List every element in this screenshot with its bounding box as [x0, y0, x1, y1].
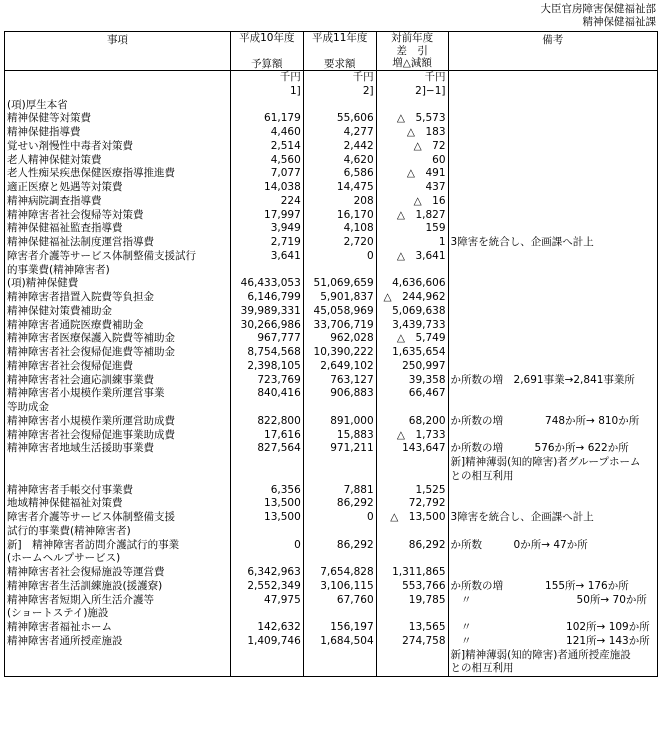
row-remarks: か所数の増 748か所→ 810か所 [448, 415, 657, 429]
row-h11-value: 86,292 [303, 497, 376, 511]
row-diff-value: △ 1,827 [376, 209, 448, 223]
row-h11-value: 4,277 [303, 126, 376, 140]
table-row [5, 470, 658, 484]
department-name: 大臣官房障害保健福祉部 [540, 3, 656, 15]
table-row [5, 346, 658, 360]
header-h10-label: 予算額 [251, 57, 283, 70]
row-remarks: 〃 50所→ 70か所 [448, 594, 657, 608]
row-item: 精神障害者通院医療費補助金 [5, 319, 231, 333]
row-item [5, 470, 231, 484]
row-item: 地域精神保健福祉対策費 [5, 497, 231, 511]
header-remarks: 備考 [448, 32, 657, 71]
row-diff-value: 4,636,606 [376, 277, 448, 291]
row-h10-value: 47,975 [230, 594, 303, 608]
row-h10-value: 967,777 [230, 332, 303, 346]
row-h10-value [230, 470, 303, 484]
row-h11-value [303, 401, 376, 415]
row-diff-value: 66,467 [376, 387, 448, 401]
table-row [5, 525, 658, 539]
unit-diff: 千円 [424, 71, 446, 83]
row-item: 新] 精神障害者訪問介護試行的事業 [5, 539, 231, 553]
row-h11-value: 208 [303, 195, 376, 209]
page-header [541, 3, 657, 29]
header-item: 事項 [5, 32, 231, 71]
row-h10-value: 224 [230, 195, 303, 209]
row-remarks [448, 195, 657, 209]
table-header-row [5, 32, 658, 71]
table-row [5, 154, 658, 168]
table-row [5, 635, 658, 649]
row-item: 的事業費(精神障害者) [5, 264, 231, 278]
row-diff-value [376, 649, 448, 663]
table-row [5, 442, 658, 456]
table-row [5, 387, 658, 401]
row-h10-value: 822,800 [230, 415, 303, 429]
row-h11-value: 6,586 [303, 167, 376, 181]
table-row [5, 497, 658, 511]
row-item: 老人性痴呆疾患保健医療指導推進費 [5, 167, 231, 181]
row-item: 精神障害者小規模作業所運営事業 [5, 387, 231, 401]
row-item: (項)厚生本省 [5, 99, 231, 113]
table-row [5, 319, 658, 333]
row-h11-value: 7,654,828 [303, 566, 376, 580]
unit-diff-ref: 2]−1] [415, 84, 446, 97]
row-remarks: 3障害を統合し、企画課へ計上 [448, 236, 657, 250]
row-remarks [448, 277, 657, 291]
row-remarks [448, 126, 657, 140]
row-remarks [448, 332, 657, 346]
table-row [5, 662, 658, 676]
table-row [5, 99, 658, 113]
row-item: 精神障害者小規模作業所運営助成費 [5, 415, 231, 429]
row-item: 精神障害者社会復帰施設等運営費 [5, 566, 231, 580]
row-diff-value: 13,565 [376, 621, 448, 635]
table-row [5, 195, 658, 209]
row-item: 精神保健指導費 [5, 126, 231, 140]
row-h11-value: 0 [303, 250, 376, 264]
row-item: (項)精神保健費 [5, 277, 231, 291]
row-h11-value: 4,620 [303, 154, 376, 168]
row-h11-value: 86,292 [303, 539, 376, 553]
row-remarks [448, 112, 657, 126]
header-diff [376, 32, 448, 71]
row-item: 精神保健対策費補助金 [5, 305, 231, 319]
row-h10-value: 17,997 [230, 209, 303, 223]
row-diff-value [376, 470, 448, 484]
row-h11-value: 156,197 [303, 621, 376, 635]
row-remarks [448, 401, 657, 415]
row-diff-value: 250,997 [376, 360, 448, 374]
row-diff-value: △ 5,749 [376, 332, 448, 346]
row-h10-value: 2,552,349 [230, 580, 303, 594]
row-h11-value [303, 456, 376, 470]
row-h11-value: 971,211 [303, 442, 376, 456]
row-diff-value: 1,525 [376, 484, 448, 498]
table-row [5, 222, 658, 236]
row-item [5, 662, 231, 676]
table-row [5, 332, 658, 346]
row-remarks: か所数の増 2,691事業→2,841事業所 [448, 374, 657, 388]
row-remarks [448, 319, 657, 333]
row-h11-value: 2,442 [303, 140, 376, 154]
unit-h10: 千円 [279, 71, 301, 83]
row-h11-value [303, 552, 376, 566]
row-diff-value [376, 264, 448, 278]
row-h10-value: 0 [230, 539, 303, 553]
row-diff-value [376, 662, 448, 676]
table-row [5, 429, 658, 443]
row-h10-value: 142,632 [230, 621, 303, 635]
row-h11-value: 2,649,102 [303, 360, 376, 374]
row-item: 等助成金 [5, 401, 231, 415]
row-item: 精神障害者社会復帰促進費 [5, 360, 231, 374]
table-row [5, 291, 658, 305]
row-remarks: か所数の増 155所→ 176か所 [448, 580, 657, 594]
row-diff-value: △ 13,500 [376, 511, 448, 525]
row-h11-value: 1,684,504 [303, 635, 376, 649]
row-item: 精神障害者社会復帰促進費等補助金 [5, 346, 231, 360]
row-remarks [448, 566, 657, 580]
row-item: 精神障害者手帳交付事業費 [5, 484, 231, 498]
row-h10-value: 46,433,053 [230, 277, 303, 291]
row-h10-value [230, 456, 303, 470]
row-h11-value: 16,170 [303, 209, 376, 223]
row-h11-value [303, 662, 376, 676]
row-diff-value: 72,792 [376, 497, 448, 511]
table-row [5, 621, 658, 635]
row-remarks [448, 167, 657, 181]
row-diff-value [376, 99, 448, 113]
row-diff-value: 159 [376, 222, 448, 236]
row-item: 精神障害者生活訓練施設(援護寮) [5, 580, 231, 594]
table-row [5, 552, 658, 566]
row-diff-value: △ 244,962 [376, 291, 448, 305]
row-item: 精神病院調査指導費 [5, 195, 231, 209]
row-h11-value: 51,069,659 [303, 277, 376, 291]
table-row [5, 167, 658, 181]
row-h10-value: 840,416 [230, 387, 303, 401]
row-remarks [448, 209, 657, 223]
row-item [5, 456, 231, 470]
row-diff-value [376, 401, 448, 415]
unit-cell-remarks [448, 71, 657, 99]
unit-cell-item [5, 71, 231, 99]
row-h11-value [303, 525, 376, 539]
row-h10-value: 3,949 [230, 222, 303, 236]
row-h10-value: 6,146,799 [230, 291, 303, 305]
row-diff-value: △ 183 [376, 126, 448, 140]
unit-h11-ref: 2] [362, 84, 374, 97]
row-h10-value: 17,616 [230, 429, 303, 443]
row-h10-value: 6,356 [230, 484, 303, 498]
row-diff-value: △ 491 [376, 167, 448, 181]
row-h10-value [230, 264, 303, 278]
row-item: 精神障害者措置入院費等負担金 [5, 291, 231, 305]
row-diff-value: 60 [376, 154, 448, 168]
header-diff-line1: 対前年度 [391, 32, 434, 44]
row-h11-value: 5,901,837 [303, 291, 376, 305]
row-item: 精神保健福祉法制度運営指導費 [5, 236, 231, 250]
row-diff-value: △ 3,641 [376, 250, 448, 264]
table-row [5, 181, 658, 195]
row-remarks: か所数の増 576か所→ 622か所 [448, 442, 657, 456]
unit-h10-ref: 1] [289, 84, 301, 97]
row-h11-value: 45,058,969 [303, 305, 376, 319]
unit-cell-h10 [230, 71, 303, 99]
row-remarks: との相互利用 [448, 662, 657, 676]
row-h11-value [303, 607, 376, 621]
table-row [5, 236, 658, 250]
row-h11-value: 4,108 [303, 222, 376, 236]
row-item [5, 649, 231, 663]
table-row [5, 456, 658, 470]
row-remarks [448, 387, 657, 401]
row-h11-value: 0 [303, 511, 376, 525]
unit-h11: 千円 [352, 71, 374, 83]
row-diff-value: △ 5,573 [376, 112, 448, 126]
row-h10-value: 2,398,105 [230, 360, 303, 374]
table-row [5, 209, 658, 223]
row-remarks [448, 607, 657, 621]
row-item: 精神保健福祉監査指導費 [5, 222, 231, 236]
row-remarks [448, 181, 657, 195]
row-remarks: 〃 102所→ 109か所 [448, 621, 657, 635]
row-diff-value: 86,292 [376, 539, 448, 553]
row-remarks [448, 291, 657, 305]
row-h11-value [303, 99, 376, 113]
row-h11-value: 763,127 [303, 374, 376, 388]
row-h10-value: 8,754,568 [230, 346, 303, 360]
row-remarks [448, 140, 657, 154]
budget-table [4, 31, 658, 677]
row-diff-value: △ 16 [376, 195, 448, 209]
row-h10-value [230, 552, 303, 566]
row-diff-value: 3,439,733 [376, 319, 448, 333]
table-row [5, 250, 658, 264]
header-h11-label: 要求額 [323, 57, 356, 70]
table-row [5, 374, 658, 388]
row-h10-value: 7,077 [230, 167, 303, 181]
row-remarks [448, 497, 657, 511]
row-item: 精神障害者地域生活援助事業費 [5, 442, 231, 456]
row-h10-value [230, 607, 303, 621]
row-h10-value: 39,989,331 [230, 305, 303, 319]
row-remarks: との相互利用 [448, 470, 657, 484]
section-name: 精神保健福祉課 [582, 16, 656, 28]
row-item: 精神障害者通所授産施設 [5, 635, 231, 649]
row-h11-value: 55,606 [303, 112, 376, 126]
row-h11-value: 10,390,222 [303, 346, 376, 360]
table-row [5, 360, 658, 374]
table-row [5, 401, 658, 415]
header-h11 [303, 32, 376, 71]
row-h10-value: 6,342,963 [230, 566, 303, 580]
table-row [5, 140, 658, 154]
row-item: 精神障害者医療保護入院費等補助金 [5, 332, 231, 346]
table-row [5, 594, 658, 608]
row-h11-value: 14,475 [303, 181, 376, 195]
row-item: (ホームヘルプサービス) [5, 552, 231, 566]
row-diff-value: 39,358 [376, 374, 448, 388]
table-row [5, 305, 658, 319]
table-row [5, 484, 658, 498]
row-diff-value: 143,647 [376, 442, 448, 456]
row-h10-value [230, 525, 303, 539]
table-row [5, 539, 658, 553]
unit-row [5, 71, 658, 99]
row-h10-value [230, 99, 303, 113]
row-item: 精神障害者社会適応訓練事業費 [5, 374, 231, 388]
row-item: 適正医療と処遇等対策費 [5, 181, 231, 195]
row-h10-value: 1,409,746 [230, 635, 303, 649]
header-h11-year: 平成11年度 [312, 32, 368, 44]
row-item: 老人精神保健対策費 [5, 154, 231, 168]
row-h11-value: 67,760 [303, 594, 376, 608]
row-remarks [448, 99, 657, 113]
row-h11-value [303, 264, 376, 278]
row-remarks [448, 264, 657, 278]
table-row [5, 277, 658, 291]
row-h10-value [230, 662, 303, 676]
header-diff-line3: 増△減額 [392, 57, 432, 69]
table-row [5, 607, 658, 621]
row-item: 障害者介護等サービス体制整備支援試行 [5, 250, 231, 264]
row-remarks [448, 305, 657, 319]
table-row [5, 580, 658, 594]
row-item: 障害者介護等サービス体制整備支援 [5, 511, 231, 525]
row-remarks [448, 154, 657, 168]
row-h11-value: 15,883 [303, 429, 376, 443]
header-h10-year: 平成10年度 [239, 32, 295, 44]
row-h11-value: 3,106,115 [303, 580, 376, 594]
table-row [5, 112, 658, 126]
row-remarks [448, 360, 657, 374]
row-remarks [448, 250, 657, 264]
table-row [5, 415, 658, 429]
row-h10-value: 2,514 [230, 140, 303, 154]
row-diff-value: △ 72 [376, 140, 448, 154]
row-diff-value: 5,069,638 [376, 305, 448, 319]
table-row [5, 511, 658, 525]
row-diff-value [376, 552, 448, 566]
row-h10-value: 13,500 [230, 497, 303, 511]
row-diff-value: 19,785 [376, 594, 448, 608]
row-h10-value: 14,038 [230, 181, 303, 195]
row-diff-value: 1 [376, 236, 448, 250]
table-row [5, 264, 658, 278]
table-row [5, 649, 658, 663]
row-h10-value: 4,460 [230, 126, 303, 140]
row-item: 精神障害者短期入所生活介護等 [5, 594, 231, 608]
row-diff-value: △ 1,733 [376, 429, 448, 443]
row-remarks: 新]精神薄弱(知的障害)者通所授産施設 [448, 649, 657, 663]
header-diff-line2: 差 引 [396, 44, 428, 57]
row-diff-value: 553,766 [376, 580, 448, 594]
row-h11-value [303, 649, 376, 663]
row-item: 精神保健等対策費 [5, 112, 231, 126]
row-h10-value: 30,266,986 [230, 319, 303, 333]
row-h11-value: 2,720 [303, 236, 376, 250]
row-diff-value: 1,311,865 [376, 566, 448, 580]
header-h10 [230, 32, 303, 71]
row-item: 精神障害者社会復帰等対策費 [5, 209, 231, 223]
row-h11-value: 906,883 [303, 387, 376, 401]
row-remarks [448, 222, 657, 236]
row-remarks: 3障害を統合し、企画課へ計上 [448, 511, 657, 525]
unit-cell-h11 [303, 71, 376, 99]
row-diff-value: 68,200 [376, 415, 448, 429]
row-item: 覚せい剤慢性中毒者対策費 [5, 140, 231, 154]
row-remarks [448, 429, 657, 443]
row-remarks [448, 525, 657, 539]
row-h10-value: 723,769 [230, 374, 303, 388]
row-h11-value: 7,881 [303, 484, 376, 498]
row-h10-value [230, 401, 303, 415]
row-item: 精神障害者社会復帰促進事業助成費 [5, 429, 231, 443]
row-h10-value: 13,500 [230, 511, 303, 525]
row-diff-value [376, 456, 448, 470]
row-remarks: 新]精神薄弱(知的障害)者グループホーム [448, 456, 657, 470]
unit-cell-diff [376, 71, 448, 99]
row-remarks [448, 346, 657, 360]
row-h10-value: 4,560 [230, 154, 303, 168]
row-h10-value [230, 649, 303, 663]
table-row [5, 566, 658, 580]
row-diff-value: 437 [376, 181, 448, 195]
row-h11-value [303, 470, 376, 484]
row-item: 試行的事業費(精神障害者) [5, 525, 231, 539]
row-diff-value [376, 525, 448, 539]
row-item: (ショートステイ)施設 [5, 607, 231, 621]
row-h10-value: 61,179 [230, 112, 303, 126]
table-row [5, 126, 658, 140]
row-h10-value: 827,564 [230, 442, 303, 456]
row-diff-value [376, 607, 448, 621]
row-h11-value: 962,028 [303, 332, 376, 346]
row-h10-value: 2,719 [230, 236, 303, 250]
row-item: 精神障害者福祉ホーム [5, 621, 231, 635]
row-remarks [448, 484, 657, 498]
row-diff-value: 1,635,654 [376, 346, 448, 360]
row-remarks: か所数 0か所→ 47か所 [448, 539, 657, 553]
row-h10-value: 3,641 [230, 250, 303, 264]
row-h11-value: 891,000 [303, 415, 376, 429]
row-remarks: 〃 121所→ 143か所 [448, 635, 657, 649]
row-h11-value: 33,706,719 [303, 319, 376, 333]
row-diff-value: 274,758 [376, 635, 448, 649]
row-remarks [448, 552, 657, 566]
